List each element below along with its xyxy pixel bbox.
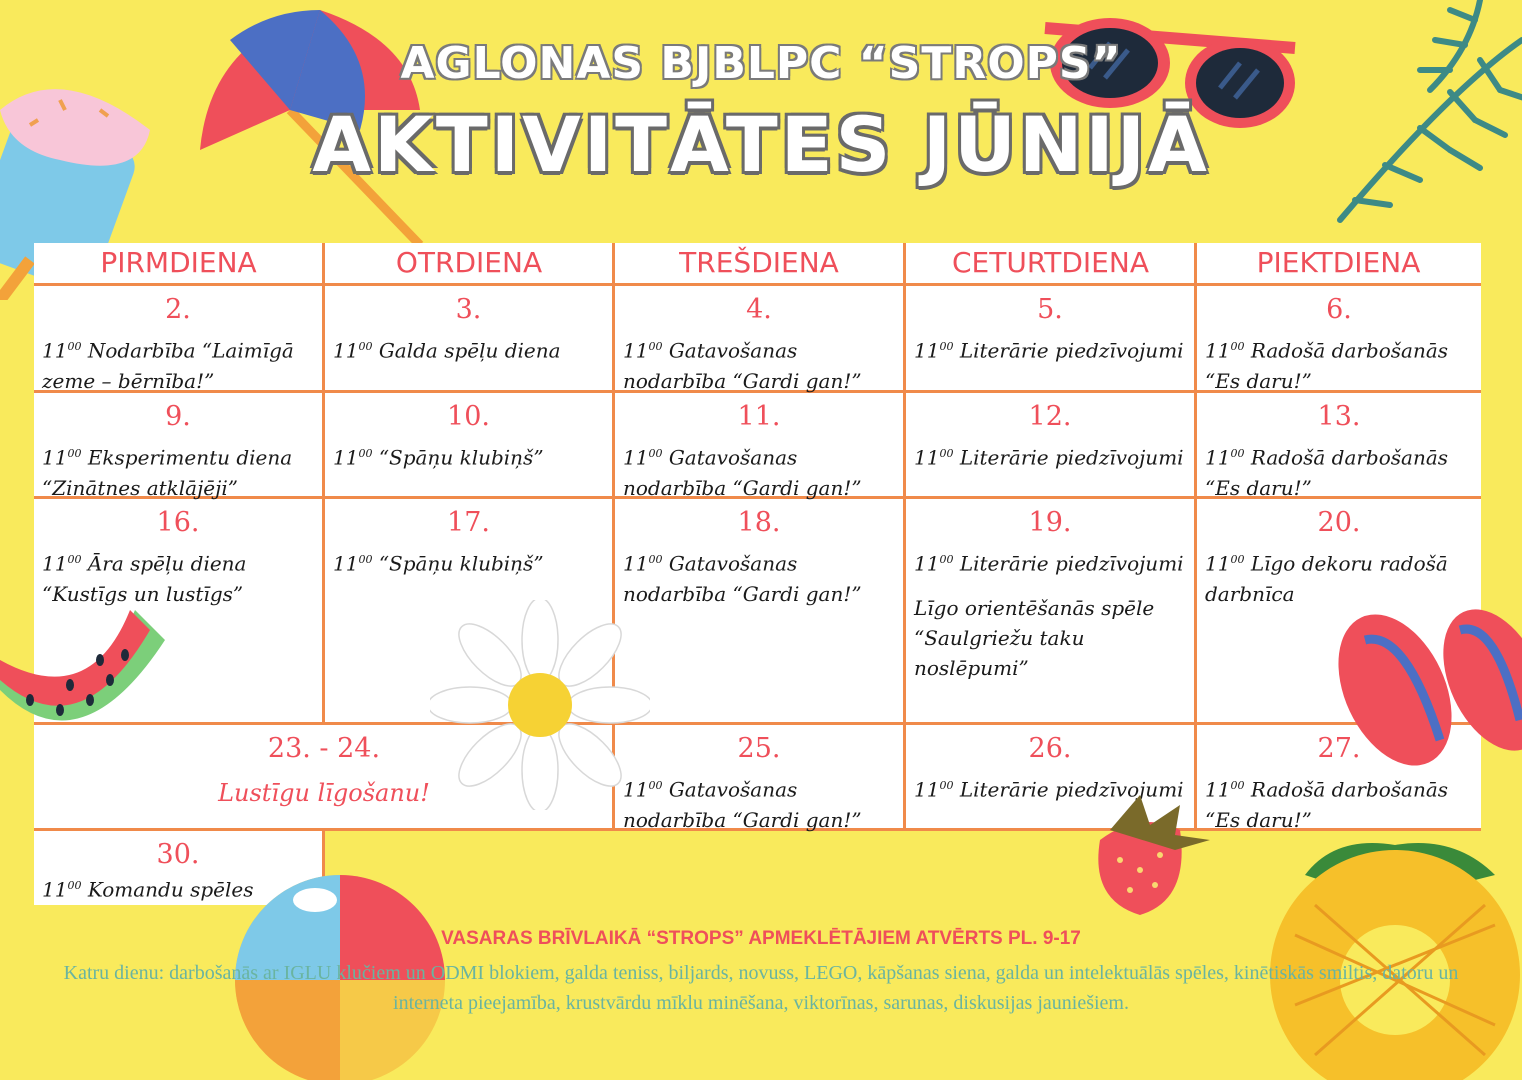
activity: $11^{00}$ Radošā darbošanās “Es daru!” [1205,445,1449,500]
opening-hours: VASARAS BRĪVLAIKĀ “STROPS” APMEKLĒTĀJIEM ATVĒRTS PL. 9-17 [441,928,1081,949]
date-number: 20. [1317,507,1361,538]
date-number: 3. [455,294,482,325]
activity: $11^{00}$ Literārie piedzīvojumi [914,445,1184,470]
calendar-cell [1197,286,1481,396]
day-header: TREŠDIENA [679,246,839,279]
date-number: 17. [447,507,490,538]
date-number: 5. [1037,294,1063,325]
date-number: 16. [156,507,200,538]
activity: $11^{00}$ Gatavošanas nodarbība “Gardi gan!” [623,551,862,606]
date-number: 18. [737,507,781,538]
calendar-cell [1197,499,1481,609]
calendar-cell [325,393,612,473]
day-header: OTRDIENA [395,246,543,279]
day-header: PIEKTDIENA [1256,246,1421,279]
activity: $11^{00}$ Literārie piedzīvojumi [914,551,1184,576]
daisy-icon [430,600,650,810]
calendar-cell [1197,393,1481,503]
pineapple-float-icon [1255,825,1522,1080]
org-title: AGLONAS BJBLPC “STROPS” [400,38,1122,89]
activities-description: Katru dienu: darbošanās ar IGLU klučiem un ODMI blokiem, galda teniss, biljards, novuss, LEGO, kāpšanas siena, galda un intelektuālās spēles, kinētiskās smiltis, datoru un interneta pieejamība, krustvārdu mīklu minēšana, viktorīnas, sarunas, diskusijas jauniešiem. [63,962,1459,1014]
date-number: 10. [447,401,490,432]
calendar-cell [615,286,903,396]
date-number: 13. [1317,401,1361,432]
watermelon-icon [0,600,170,770]
date-number: 30. [156,839,200,870]
activity: $11^{00}$ Radošā darbošanās “Es daru!” [1205,338,1449,393]
activity: $11^{00}$ Nodarbība “Laimīgā zeme – bērnība!” [42,338,294,393]
date-number: 9. [165,401,191,432]
calendar-cell [34,286,322,396]
day-header: CETURTDIENA [952,246,1149,279]
calendar-cell [906,286,1194,366]
activity: $11^{00}$ Komandu spēles [42,877,254,902]
date-number: 11. [737,401,781,432]
activity: $11^{00}$ Galda spēļu diena [333,338,561,363]
date-number: 25. [737,733,781,764]
date-number: 26. [1028,733,1072,764]
calendar-cell [34,393,322,503]
calendar-cell [615,725,903,835]
date-number: 19. [1028,507,1072,538]
calendar-cell [615,393,903,503]
calendar-cell [34,499,322,609]
page-title: AKTIVITĀTES JŪNIJĀ [312,100,1210,189]
activity: $11^{00}$ Āra spēļu diena “Kustīgs un lustīgs” [42,551,247,606]
strawberry-icon [1080,790,1220,920]
activity: $11^{00}$ “Spāņu klubiņš” [333,551,544,576]
date-number: 4. [746,294,772,325]
calendar-cell [615,499,903,609]
holiday-date: 23. - 24. [267,733,381,764]
date-number: 2. [165,294,191,325]
activity: $11^{00}$ Eksperimentu diena “Zinātnes atklājēji” [42,445,293,500]
activity: $11^{00}$ “Spāņu klubiņš” [333,445,544,470]
calendar-cell [906,393,1194,473]
holiday-text: Lustīgu līgošanu! [218,779,430,807]
activity: $11^{00}$ Gatavošanas nodarbība “Gardi gan!” [623,338,862,393]
day-header: PIRMDIENA [100,246,257,279]
activity: $11^{00}$ Literārie piedzīvojumi [914,338,1184,363]
activity: $11^{00}$ Gatavošanas nodarbība “Gardi gan!” [623,777,862,832]
activity: $11^{00}$ Līgo dekoru radošā darbnīca [1205,551,1448,606]
calendar-cell [906,499,1194,683]
date-number: 12. [1028,401,1072,432]
date-number: 6. [1326,294,1352,325]
activity: $11^{00}$ Radošā darbošanās “Es daru!” [1205,777,1449,832]
flip-flops-icon [1335,600,1522,775]
calendar-cell [325,499,612,579]
activity: $11^{00}$ Literārie piedzīvojumi [914,777,1184,802]
activity: $11^{00}$ Gatavošanas nodarbība “Gardi gan!” [623,445,862,500]
calendar-cell [325,286,612,366]
calendar-table [34,243,1481,905]
date-number: 27. [1317,733,1361,764]
activity-extra: Līgo orientēšanās spēle “Saulgriežu taku noslēpumi” [914,595,1155,680]
